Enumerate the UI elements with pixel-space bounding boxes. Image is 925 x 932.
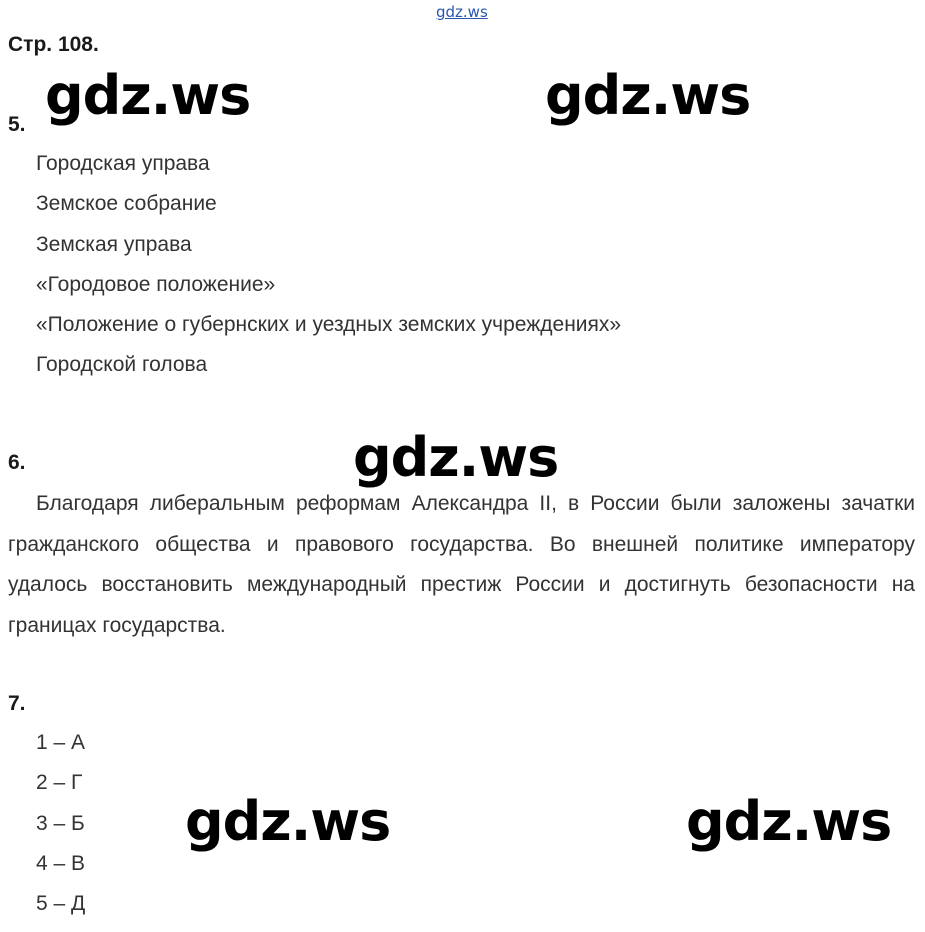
list-item: 1 – А [36, 731, 86, 754]
question-6-answer-text: Благодаря либеральным реформам Александра II, в России были заложены зачатки гражданского общества и правового государства. Во внешней политике императору удалось восстановить международный престиж России и достигнуть безопасности на границах государства. [8, 492, 915, 638]
watermark-logo: gdz.ws [45, 64, 251, 127]
list-item: «Положение о губернских и уездных земских учреждениях» [36, 313, 622, 337]
question-7-number: 7. [8, 692, 26, 715]
watermark-logo: gdz.ws [545, 64, 751, 127]
watermark-logo: gdz.ws [353, 426, 559, 489]
watermark-logo: gdz.ws [686, 790, 892, 853]
site-link[interactable]: gdz.ws [436, 3, 488, 21]
watermark-logo: gdz.ws [185, 790, 391, 853]
question-7-answer-list [36, 723, 85, 924]
page-label: Стр. 108. [8, 33, 99, 56]
list-item: Земская управа [36, 232, 192, 256]
list-item: 4 – В [36, 851, 86, 875]
list-item: «Городовое положение» [36, 272, 276, 296]
question-5-number: 5. [8, 113, 26, 136]
list-item: 2 – Г [36, 771, 83, 795]
list-item: 3 – Б [36, 811, 85, 835]
list-item: Городской голова [36, 353, 208, 377]
question-6-number: 6. [8, 451, 26, 474]
list-item: Земское собрание [36, 192, 217, 216]
list-item: 5 – Д [36, 892, 86, 916]
list-item: Городская управа [36, 152, 210, 175]
question-5-answer-list [36, 144, 621, 386]
